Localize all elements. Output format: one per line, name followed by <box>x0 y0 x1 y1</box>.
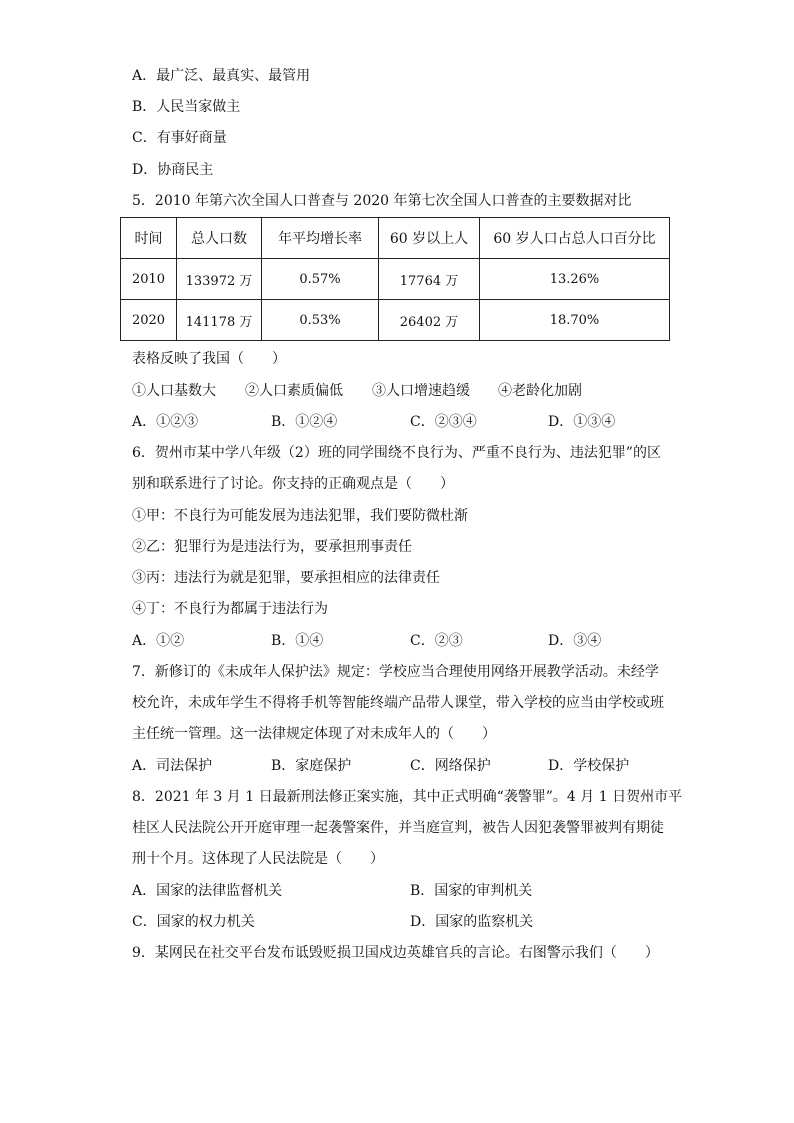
q4-option-b: B．人民当家做主 <box>132 99 241 115</box>
q7-option-a: A．司法保护 <box>132 758 213 774</box>
q5-stem: 5．2010 年第六次全国人口普查与 2020 年第七次全国人口普查的主要数据对比 <box>132 193 632 209</box>
q5-statement: ③人口增速趋缓 <box>372 383 470 399</box>
table-header-cell: 60 岁以上人 <box>379 218 480 259</box>
table-header-cell: 年平均增长率 <box>262 218 379 259</box>
q6-option-d: D．③④ <box>548 633 602 649</box>
q5-option-a: A．①②③ <box>132 414 199 430</box>
table-cell: 133972 万 <box>177 259 262 300</box>
q8-option-b: B．国家的审判机关 <box>410 883 533 899</box>
q8-option-d: D．国家的监察机关 <box>410 914 534 930</box>
q7-option-b: B．家庭保护 <box>271 758 352 774</box>
q6-option-b: B．①④ <box>271 633 324 649</box>
q5-statement: ④老龄化加剧 <box>498 383 582 399</box>
q6-statement-1: ①甲：不良行为可能发展为违法犯罪，我们要防微杜渐 <box>132 508 468 524</box>
table-cell: 0.57% <box>262 259 379 300</box>
table-row <box>121 259 670 300</box>
table-cell: 18.70% <box>480 300 670 341</box>
q7-stem-line3: 主任统一管理。这一法律规定体现了对未成年人的（ ） <box>132 726 496 742</box>
q4-option-d: D．协商民主 <box>132 162 214 178</box>
q6-option-a: A．①② <box>132 633 185 649</box>
table-cell: 17764 万 <box>379 259 480 300</box>
table-header-cell: 60 岁人口占总人口百分比 <box>480 218 670 259</box>
q5-question: 表格反映了我国（ ） <box>132 351 286 367</box>
population-table <box>120 217 670 341</box>
table-cell: 26402 万 <box>379 300 480 341</box>
q5-statements <box>132 382 692 400</box>
q8-stem-line2: 桂区人民法院公开开庭审理一起袭警案件，并当庭宣判，被告人因犯袭警罪被判有期徒 <box>132 820 664 836</box>
table-header-row <box>121 218 670 259</box>
table-header-cell: 总人口数 <box>177 218 262 259</box>
table-cell: 0.53% <box>262 300 379 341</box>
q8-options-row1 <box>132 882 692 900</box>
table-header-cell: 时间 <box>121 218 177 259</box>
q7-stem-line1: 7．新修订的《未成年人保护法》规定：学校应当合理使用网络开展教学活动。未经学 <box>132 664 659 680</box>
q6-statement-4: ④丁：不良行为都属于违法行为 <box>132 601 328 617</box>
q6-statement-2: ②乙：犯罪行为是违法行为，要承担刑事责任 <box>132 539 412 555</box>
q5-options <box>132 413 692 431</box>
q7-stem-line2: 校允许，未成年学生不得将手机等智能终端产品带人课堂，带入学校的应当由学校或班 <box>132 695 664 711</box>
q7-option-d: D．学校保护 <box>548 758 630 774</box>
table-cell: 141178 万 <box>177 300 262 341</box>
q6-stem-line2: 别和联系进行了讨论。你支持的正确观点是（ ） <box>132 476 454 492</box>
q4-option-a: A．最广泛、最真实、最管用 <box>132 68 311 84</box>
q5-statement: ①人口基数大 <box>132 383 216 399</box>
q9-stem: 9．某网民在社交平台发布诋毁贬损卫国戍边英雄官兵的言论。右图警示我们（ ） <box>132 945 659 961</box>
table-row <box>121 300 670 341</box>
table-cell: 2010 <box>121 259 177 300</box>
q8-stem-line3: 刑十个月。这体现了人民法院是（ ） <box>132 851 384 867</box>
q6-option-c: C．②③ <box>410 633 463 649</box>
q8-option-c: C．国家的权力机关 <box>132 914 255 930</box>
q7-options <box>132 757 692 775</box>
q5-option-b: B．①②④ <box>271 414 338 430</box>
q7-option-c: C．网络保护 <box>410 758 491 774</box>
table-cell: 2020 <box>121 300 177 341</box>
q5-statement: ②人口素质偏低 <box>245 383 343 399</box>
q8-option-a: A．国家的法律监督机关 <box>132 883 283 899</box>
q4-option-c: C．有事好商量 <box>132 130 227 146</box>
q6-statement-3: ③丙：违法行为就是犯罪，要承担相应的法律责任 <box>132 570 440 586</box>
q8-options-row2 <box>132 913 692 931</box>
q5-option-c: C．②③④ <box>410 414 477 430</box>
q6-options <box>132 632 692 650</box>
q5-option-d: D．①③④ <box>548 414 616 430</box>
q6-stem-line1: 6．贺州市某中学八年级（2）班的同学围绕不良行为、严重不良行为、违法犯罪”的区 <box>132 445 661 461</box>
q8-stem-line1: 8．2021 年 3 月 1 日最新刑法修正案实施，其中正式明确“袭警罪”。4 月 1 日贺州市平 <box>132 789 683 805</box>
table-cell: 13.26% <box>480 259 670 300</box>
